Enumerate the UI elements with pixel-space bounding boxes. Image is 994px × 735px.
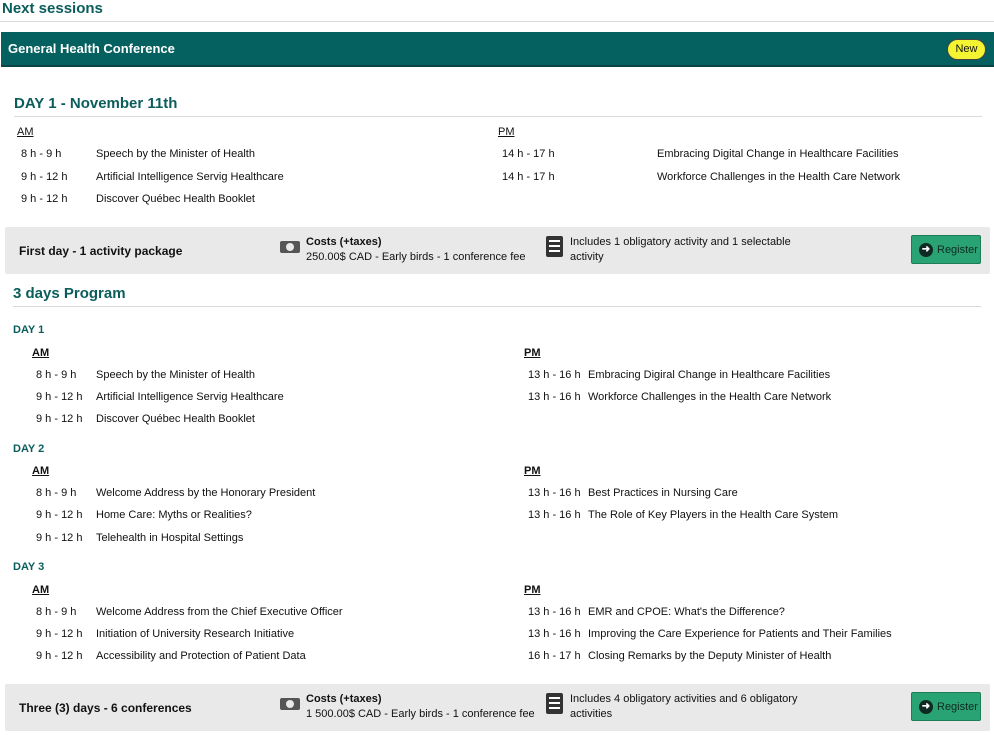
day-label: DAY 2 — [13, 443, 45, 455]
session-time: 13 h - 16 h — [528, 369, 581, 381]
package-row — [5, 684, 990, 731]
session-time: 9 h - 12 h — [36, 413, 83, 425]
session-title: Improving the Care Experience for Patients and Their Families — [588, 628, 892, 640]
pm-label: PM — [524, 465, 541, 477]
session-title: EMR and CPOE: What's the Difference? — [588, 606, 785, 618]
session-title: Best Practices in Nursing Care — [588, 487, 738, 499]
cost-label: Costs (+taxes) — [306, 236, 382, 248]
new-badge: New — [947, 39, 986, 60]
pm-label: PM — [498, 126, 515, 138]
session-title: Closing Remarks by the Deputy Minister of Health — [588, 650, 832, 662]
session-time: 9 h - 12 h — [36, 509, 83, 521]
session-title: Embracing Digital Change in Healthcare Facilities — [657, 148, 899, 160]
register-button[interactable] — [911, 235, 981, 264]
day-label: DAY 3 — [13, 561, 45, 573]
session-title: Welcome Address by the Honorary President — [96, 487, 316, 499]
day1-title: DAY 1 - November 11th — [14, 95, 178, 112]
session-title: Initiation of University Research Initiative — [96, 628, 295, 640]
package-includes: Includes 4 obligatory activities and 6 obligatory activities — [570, 693, 798, 720]
session-time: 8 h - 9 h — [36, 369, 77, 381]
session-title: Speech by the Minister of Health — [96, 148, 255, 160]
session-time: 9 h - 12 h — [36, 628, 83, 640]
divider — [13, 306, 981, 307]
program-title: 3 days Program — [13, 285, 126, 302]
cost-value: 250.00$ CAD - Early birds - 1 conference fee — [306, 251, 526, 263]
package-name: Three (3) days - 6 conferences — [19, 701, 192, 715]
day-label: DAY 1 — [13, 324, 45, 336]
conference-title: General Health Conference — [8, 41, 175, 56]
package-includes: Includes 1 obligatory activity and 1 selectable activity — [570, 236, 791, 263]
register-label: Register — [937, 701, 978, 713]
session-time: 13 h - 16 h — [528, 487, 581, 499]
session-time: 9 h - 12 h — [36, 391, 83, 403]
checklist-icon — [546, 693, 563, 714]
session-title: Discover Québec Health Booklet — [96, 193, 255, 205]
page-title: Next sessions — [2, 0, 103, 17]
register-button[interactable] — [911, 692, 981, 721]
session-time: 14 h - 17 h — [502, 171, 555, 183]
pm-label: PM — [524, 347, 541, 359]
session-title: Workforce Challenges in the Health Care Network — [588, 391, 832, 403]
register-label: Register — [937, 244, 978, 256]
session-time: 9 h - 12 h — [36, 650, 83, 662]
arrow-right-icon: ➜ — [919, 243, 933, 257]
session-time: 13 h - 16 h — [528, 391, 581, 403]
arrow-right-icon: ➜ — [919, 700, 933, 714]
am-label: AM — [17, 126, 34, 138]
package-row — [5, 227, 990, 274]
session-title: Workforce Challenges in the Health Care Network — [657, 171, 901, 183]
am-label: AM — [32, 584, 50, 596]
divider — [0, 21, 994, 22]
am-label: AM — [32, 465, 50, 477]
money-icon — [280, 241, 300, 253]
session-time: 8 h - 9 h — [21, 148, 62, 160]
session-time: 13 h - 16 h — [528, 606, 581, 618]
session-time: 16 h - 17 h — [528, 650, 581, 662]
pm-label: PM — [524, 584, 541, 596]
session-title: Home Care: Myths or Realities? — [96, 509, 252, 521]
session-title: Embracing Digiral Change in Healthcare Facilities — [588, 369, 831, 381]
package-name: First day - 1 activity package — [19, 244, 183, 258]
divider — [14, 116, 982, 117]
session-time: 9 h - 12 h — [21, 193, 68, 205]
session-time: 8 h - 9 h — [36, 487, 77, 499]
session-title: Welcome Address from the Chief Executive Officer — [96, 606, 343, 618]
conference-header[interactable] — [1, 32, 994, 67]
session-time: 9 h - 12 h — [21, 171, 68, 183]
session-title: Speech by the Minister of Health — [96, 369, 255, 381]
session-title: Artificial Intelligence Servig Healthcare — [96, 171, 284, 183]
am-label: AM — [32, 347, 50, 359]
session-time: 13 h - 16 h — [528, 628, 581, 640]
checklist-icon — [546, 236, 563, 257]
session-title: Telehealth in Hospital Settings — [96, 532, 244, 544]
session-time: 13 h - 16 h — [528, 509, 581, 521]
session-title: Discover Québec Health Booklet — [96, 413, 255, 425]
session-time: 9 h - 12 h — [36, 532, 83, 544]
session-title: Accessibility and Protection of Patient Data — [96, 650, 306, 662]
cost-value: 1 500.00$ CAD - Early birds - 1 conference fee — [306, 708, 535, 720]
session-title: The Role of Key Players in the Health Care System — [588, 509, 839, 521]
session-time: 14 h - 17 h — [502, 148, 555, 160]
money-icon — [280, 698, 300, 710]
session-time: 8 h - 9 h — [36, 606, 77, 618]
cost-label: Costs (+taxes) — [306, 693, 382, 705]
session-title: Artificial Intelligence Servig Healthcare — [96, 391, 284, 403]
